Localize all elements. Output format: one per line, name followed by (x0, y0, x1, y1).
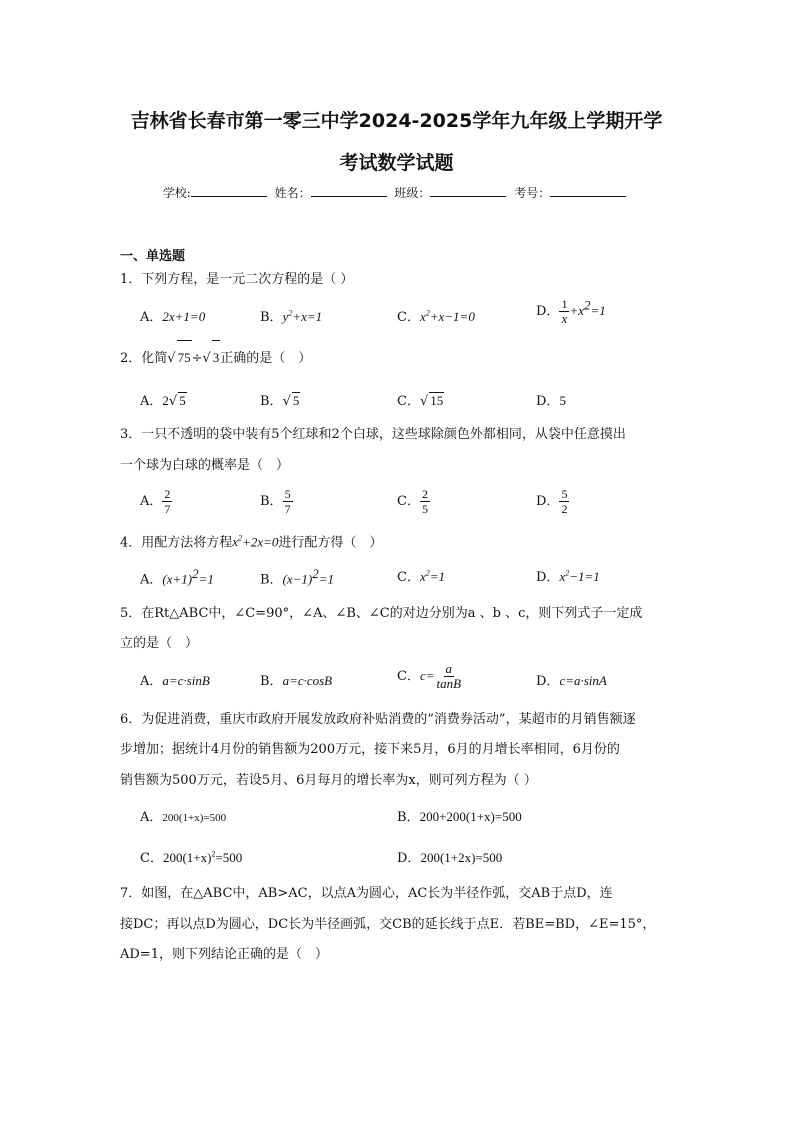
q7-stem-line1: 7．如图，在△ABC中，AB>AC，以点A为圆心，AC长为半径作弧，交AB于点D，连 (120, 886, 613, 901)
q4-option-c: C．$x^2=1$ (397, 568, 446, 585)
q3-option-d: D． $\frac{5}{2}$ (536, 487, 568, 516)
q3-option-b: B． $\frac{5}{7}$ (260, 487, 291, 516)
class-label: 班级： (394, 186, 431, 200)
class-blank[interactable] (430, 185, 506, 197)
q1-option-a: A．2x+1=0 (140, 309, 206, 325)
q1-d-fraction: $\frac{1}{x}$ (561, 297, 568, 326)
q5-option-d: D．c=a·sinA (536, 673, 607, 689)
exam-number-blank[interactable] (550, 185, 626, 197)
q1-stem: 1．下列方程，是一元二次方程的是（ ） (120, 272, 354, 287)
q2-stem: 2．化简√ 75÷√ 3正确的是（ ） (120, 340, 680, 376)
student-info-row (0, 184, 793, 201)
exam-number-label: 考号： (514, 186, 551, 200)
school-label: 学校: (162, 186, 191, 200)
q6-option-b: B．200+200(1+x)=500 (397, 809, 522, 825)
q3-option-c: C． $\frac{2}{5}$ (397, 487, 428, 516)
q4-option-d: D．$x^2-1=1$ (536, 568, 600, 585)
q5-option-c: C．c= $\frac{a}{\tan B}$ (397, 661, 462, 691)
q6-option-d: D．200(1+2x)=500 (397, 850, 503, 866)
q3-stem-line1: 3．一只不透明的袋中装有5个红球和2个白球，这些球除颜色外都相同，从袋中任意摸出 (120, 427, 626, 442)
q6-stem-line1: 6．为促进消费，重庆市政府开展发放政府补贴消费的“消费券活动”，某超市的月销售额逐 (120, 712, 636, 727)
q2-option-b: B．√ 5 (260, 393, 300, 409)
q5-stem-line2: 立的是（ ） (120, 636, 199, 651)
q2-option-c: C．√ 15 (397, 393, 444, 409)
name-blank[interactable] (311, 185, 387, 197)
q4-stem: 4．用配方法将方程$x^2+2x=0$进行配方得（ ） (120, 534, 383, 551)
q1-option-c: C．$x^2+x-1=0$ (397, 308, 475, 325)
q5-option-a: A．a=c·sinB (140, 673, 210, 689)
q1-option-d: D． $\frac{1}{x}$ $+x^2=1$ (536, 297, 606, 326)
q3-option-a: A． $\frac{2}{7}$ (140, 487, 171, 516)
q4-option-a: A．$(x+1)^2=1$ (140, 566, 214, 588)
q7-stem-line3: AD=1，则下列结论正确的是（ ） (120, 947, 328, 962)
q2-option-d: D．5 (536, 393, 566, 409)
q6-stem-line2: 步增加；据统计4月份的销售额为200万元，接下来5月，6月的月增长率相同，6月份的 (120, 742, 620, 757)
q7-stem-line2: 接DC；再以点D为圆心，DC长为半径画弧，交CB的延长线于点E．若BE=BD，∠E=15°， (120, 917, 656, 932)
section-title: 一、单选题 (120, 249, 186, 264)
q6-stem-line3: 销售额为500万元，若设5月、6月每月的增长率为x，则可列方程为（ ） (120, 773, 537, 788)
exam-title-line1: 吉林省长春市第一零三中学2024-2025学年九年级上学期开学 (130, 110, 663, 132)
q3-stem-line2: 一个球为白球的概率是（ ） (120, 458, 290, 473)
q4-option-b: B．$(x-1)^2=1$ (260, 566, 335, 588)
q1-option-b: B．$y^2+x=1$ (260, 308, 323, 325)
q5-option-b: B．a=c·cosB (260, 673, 333, 689)
exam-title-line2: 考试数学试题 (339, 152, 454, 174)
school-blank[interactable] (191, 185, 267, 197)
q2-option-a: A．2√ 5 (140, 393, 186, 409)
name-label: 姓名： (274, 186, 311, 200)
q6-option-a: A．200(1+x)=500 (140, 810, 227, 825)
q6-option-c: C．$200(1+x)^2=500$ (140, 849, 243, 866)
q5-stem-line1: 5．在Rt△ABC中，∠C=90°，∠A、∠B、∠C的对边分别为a 、b 、c，则下列式子一定成 (120, 606, 643, 621)
